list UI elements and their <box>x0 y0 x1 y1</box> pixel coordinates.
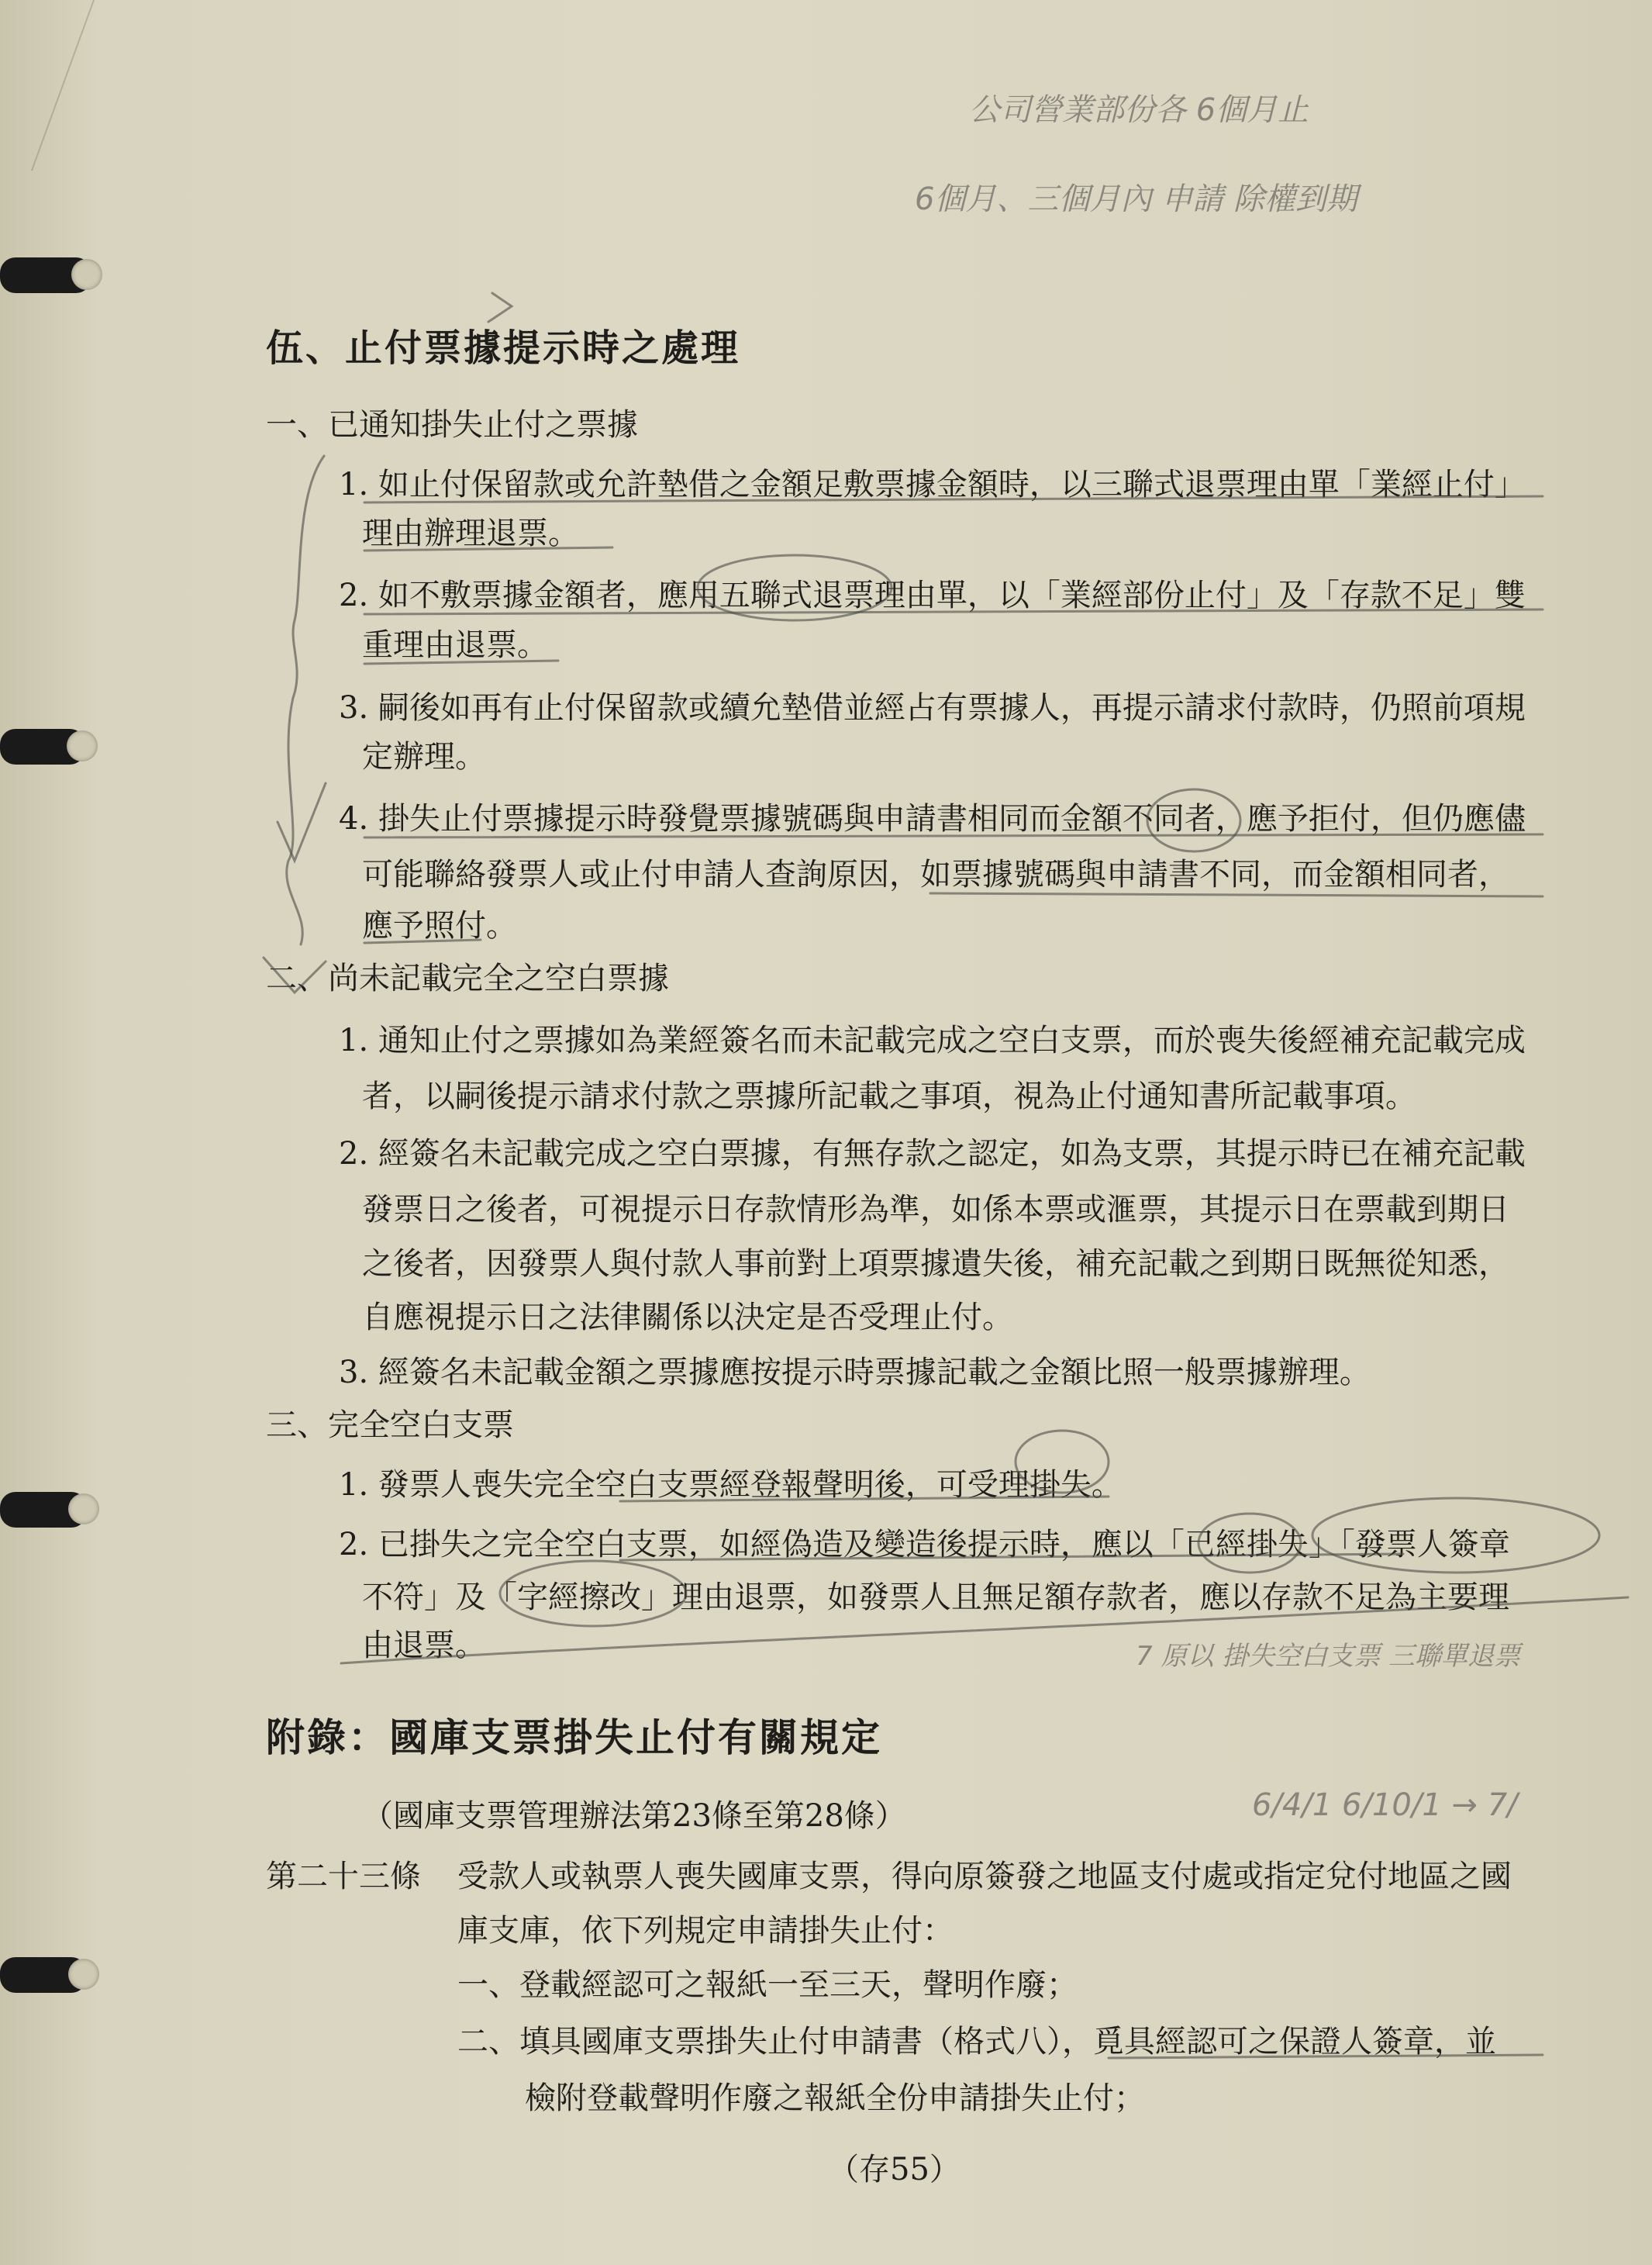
item-line: 2. 經簽名未記載完成之空白票據，有無存款之認定，如為支票，其提示時已在補充記載 <box>339 1136 1526 1172</box>
item-line: 可能聯絡發票人或止付申請人查詢原因，如票據號碼與申請書不同，而金額相同者， <box>362 857 1509 893</box>
item-line: 2. 如不敷票據金額者，應用五聯式退票理由單，以「業經部份止付」及「存款不足」雙 <box>339 578 1526 613</box>
check-mark <box>278 783 326 861</box>
clause-line: 檢附登載聲明作廢之報紙全份申請掛失止付； <box>525 2080 1145 2116</box>
article-line: 庫支庫，依下列規定申請掛失止付： <box>457 1913 954 1949</box>
clause-line: 二、填具國庫支票掛失止付申請書（格式八），覓具經認可之保證人簽章，並 <box>457 2024 1496 2060</box>
item-line: 2. 已掛失之完全空白支票，如經偽造及變造後提示時，應以「已經掛失」「發票人簽章 <box>339 1527 1510 1562</box>
section-heading: 伍、止付票據提示時之處理 <box>266 326 741 370</box>
item-line: 理由辦理退票。 <box>362 516 579 551</box>
item-line: 1. 通知止付之票據如為業經簽名而未記載完成之空白支票，而於喪失後經補充記載完成 <box>339 1023 1526 1058</box>
pencil-note-top-second: 6個月、三個月內 申請 除權到期 <box>915 181 1357 217</box>
item-line: 不符」及「字經擦改」理由退票，如發票人且無足額存款者，應以存款不足為主要理 <box>362 1580 1509 1615</box>
item-line: 之後者，因發票人與付款人事前對上項票據遺失後，補充記載之到期日既無從知悉， <box>362 1246 1509 1282</box>
caret-mark <box>488 293 512 322</box>
item-line: 3. 經簽名未記載金額之票據應按提示時票據記載之金額比照一般票據辦理。 <box>339 1355 1371 1390</box>
item-line: 者，以嗣後提示請求付款之票據所記載之事項，視為止付通知書所記載事項。 <box>362 1079 1416 1114</box>
part-three-title: 三、完全空白支票 <box>266 1407 514 1443</box>
pencil-note-margin: 7 原以 掛失空白支票 三聯單退票 <box>1136 1641 1521 1672</box>
binding-hole <box>67 730 98 761</box>
item-line: 定辦理。 <box>362 739 486 775</box>
part-one-title: 一、已通知掛失止付之票據 <box>266 407 638 443</box>
item-line: 4. 掛失止付票據提示時發覺票據號碼與申請書相同而金額不同者，應予拒付，但仍應儘 <box>339 801 1526 837</box>
article-label: 第二十三條 <box>266 1859 421 1894</box>
item-line: 由退票。 <box>362 1628 486 1663</box>
clause-line: 一、登載經認可之報紙一至三天，聲明作廢； <box>457 1967 1078 2003</box>
pencil-note-top: 公司營業部份各 6個月止 <box>969 92 1309 128</box>
appendix-subtitle: （國庫支票管理辦法第23條至第28條） <box>362 1798 906 1834</box>
pencil-note-dates: 6/4/1 6/10/1 → 7/ <box>1252 1787 1518 1823</box>
page-number: （存55） <box>828 2152 961 2187</box>
margin-bracket-mark <box>287 456 324 944</box>
item-line: 重理由退票。 <box>362 627 548 663</box>
item-line: 1. 發票人喪失完全空白支票經登報聲明後，可受理掛失。 <box>339 1467 1123 1503</box>
article-line: 受款人或執票人喪失國庫支票，得向原簽發之地區支付處或指定兌付地區之國 <box>457 1859 1512 1894</box>
part-two-title: 二、尚未記載完全之空白票據 <box>266 961 669 996</box>
item-line: 1. 如止付保留款或允許墊借之金額足敷票據金額時，以三聯式退票理由單「業經止付」 <box>339 467 1526 502</box>
binding-hole <box>68 1959 99 1990</box>
item-line: 應予照付。 <box>362 908 517 944</box>
page-fold <box>0 0 95 171</box>
underline-mark <box>930 893 1543 896</box>
item-line: 3. 嗣後如再有止付保留款或續允墊借並經占有票據人，再提示請求付款時，仍照前項規 <box>339 690 1526 726</box>
item-line: 自應視提示日之法律關係以決定是否受理止付。 <box>362 1300 1013 1335</box>
binding-hole <box>71 259 102 290</box>
appendix-title: 附錄：國庫支票掛失止付有關規定 <box>266 1714 882 1760</box>
binding-hole <box>68 1493 99 1524</box>
item-line: 發票日之後者，可視提示日存款情形為準，如係本票或滙票，其提示日在票載到期日 <box>362 1192 1509 1227</box>
binding-edge <box>0 0 116 2265</box>
